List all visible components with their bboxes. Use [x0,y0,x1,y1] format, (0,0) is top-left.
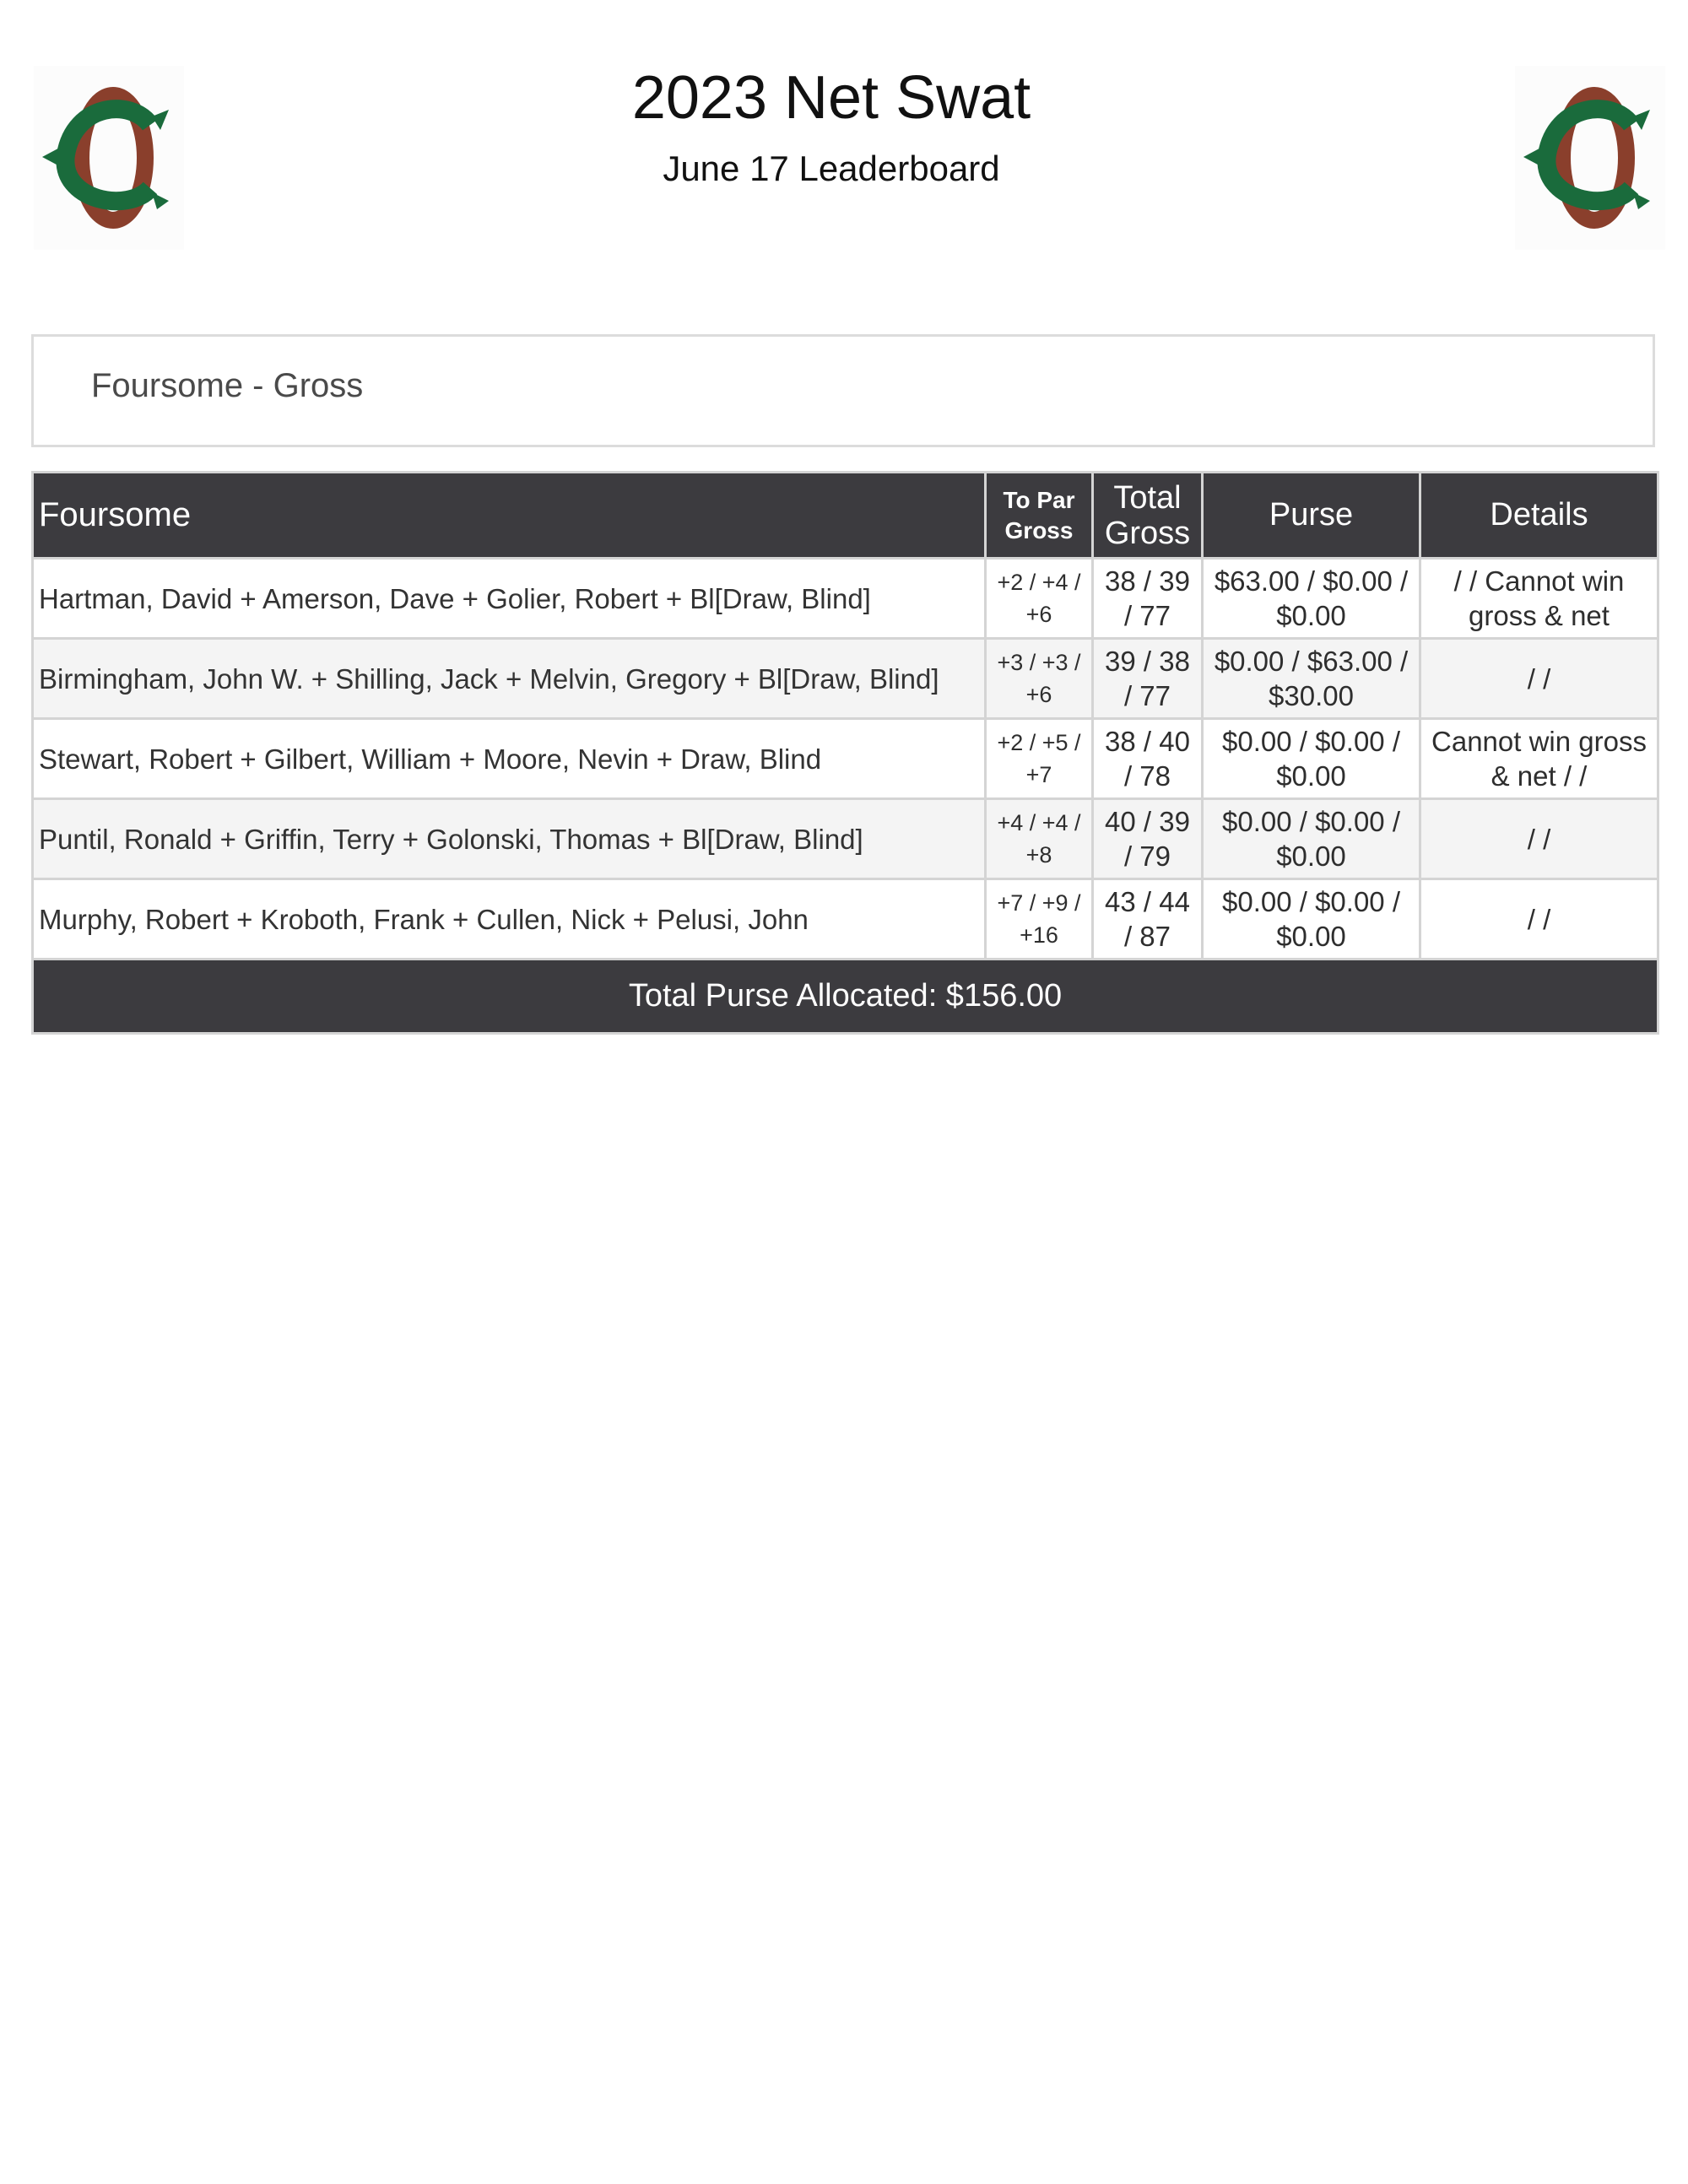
column-header-foursome: Foursome [33,473,986,559]
purse-cell: $0.00 / $63.00 / $30.00 [1203,639,1420,719]
total-gross-cell: 38 / 39 / 77 [1093,559,1203,639]
foursome-cell: Puntil, Ronald + Griffin, Terry + Golonski, Thomas + Bl[Draw, Blind] [33,799,986,879]
total-gross-cell: 43 / 44 / 87 [1093,879,1203,960]
to-par-cell: +3 / +3 / +6 [986,639,1093,719]
total-gross-cell: 38 / 40 / 78 [1093,719,1203,799]
table-row [33,719,1658,799]
section-title: Foursome - Gross [91,367,364,404]
column-header-total-gross: Total Gross [1093,473,1203,559]
purse-cell: $0.00 / $0.00 / $0.00 [1203,879,1420,960]
details-cell: Cannot win gross & net / / [1420,719,1658,799]
column-header-to-par-gross: To Par Gross [986,473,1093,559]
page-subtitle: June 17 Leaderboard [663,149,1000,188]
total-gross-cell: 39 / 38 / 77 [1093,639,1203,719]
total-purse-allocated: Total Purse Allocated: $156.00 [33,960,1658,1034]
table-row [33,799,1658,879]
column-header-purse: Purse [1203,473,1420,559]
foursome-cell: Stewart, Robert + Gilbert, William + Moore, Nevin + Draw, Blind [33,719,986,799]
to-par-cell: +2 / +4 / +6 [986,559,1093,639]
page-title: 2023 Net Swat [631,64,1031,132]
foursome-cell: Murphy, Robert + Kroboth, Frank + Cullen, Nick + Pelusi, John [33,879,986,960]
details-cell: / / Cannot win gross & net [1420,559,1658,639]
details-cell: / / [1420,879,1658,960]
purse-cell: $0.00 / $0.00 / $0.00 [1203,719,1420,799]
leaderboard-table [31,471,1659,1035]
purse-cell: $0.00 / $0.00 / $0.00 [1203,799,1420,879]
foursome-cell: Birmingham, John W. + Shilling, Jack + Melvin, Gregory + Bl[Draw, Blind] [33,639,986,719]
purse-cell: $63.00 / $0.00 / $0.00 [1203,559,1420,639]
table-footer-row [33,960,1658,1034]
to-par-cell: +4 / +4 / +8 [986,799,1093,879]
foursome-cell: Hartman, David + Amerson, Dave + Golier, Robert + Bl[Draw, Blind] [33,559,986,639]
table-header-row [33,473,1658,559]
table-row [33,639,1658,719]
total-gross-cell: 40 / 39 / 79 [1093,799,1203,879]
section-header [31,334,1655,447]
table-row [33,879,1658,960]
details-cell: / / [1420,639,1658,719]
details-cell: / / [1420,799,1658,879]
to-par-cell: +7 / +9 / +16 [986,879,1093,960]
column-header-details: Details [1420,473,1658,559]
to-par-cell: +2 / +5 / +7 [986,719,1093,799]
table-row [33,559,1658,639]
